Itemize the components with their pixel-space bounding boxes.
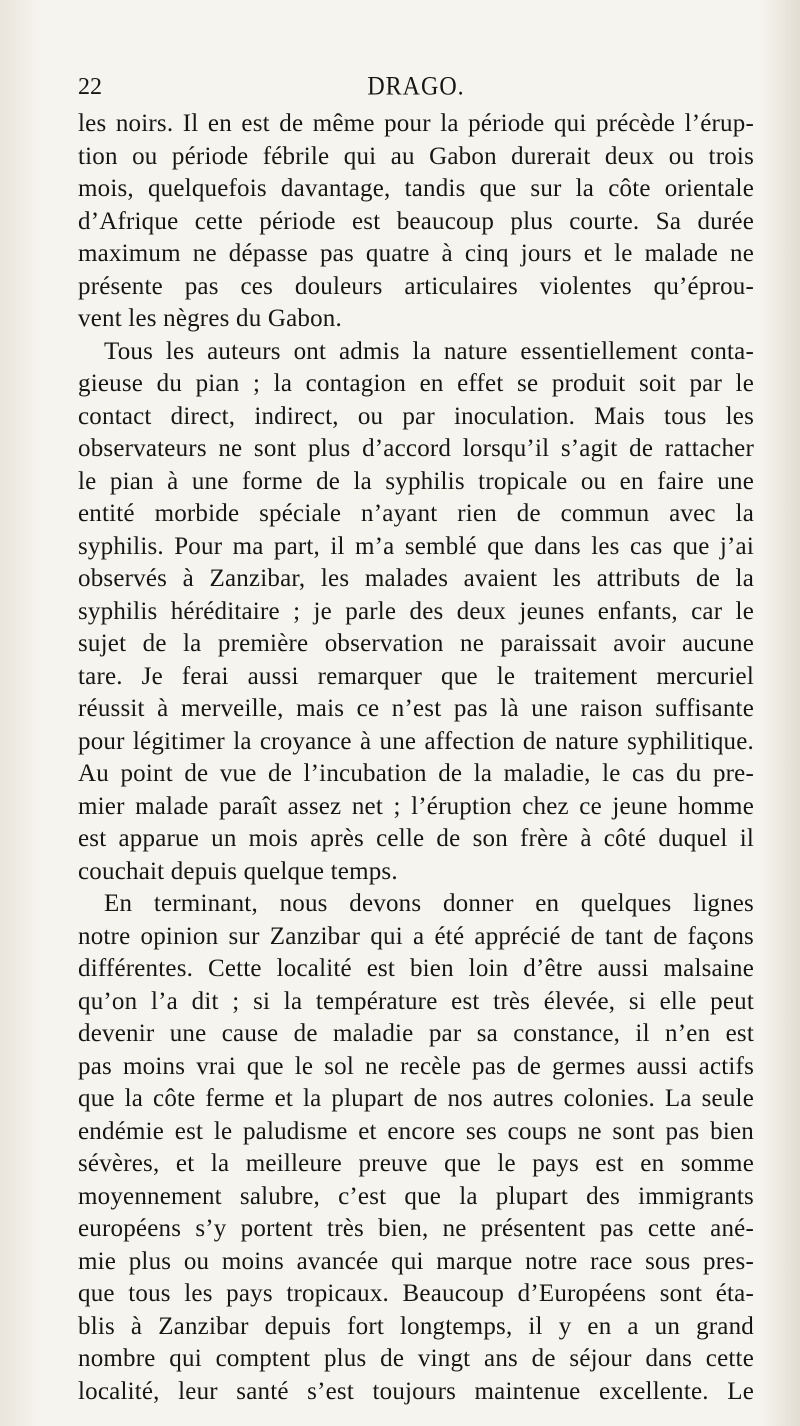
text-line: observés à Zanzibar, les malades avaient les attributs de la	[78, 565, 754, 592]
text-line: syphilis héréditaire ; je parle des deux jeunes enfants, car le	[78, 597, 754, 625]
text-line: contact direct, indirect, ou par inoculation. Mais tous les	[78, 402, 754, 430]
text-line: tion ou période fébrile qui au Gabon durerait deux ou trois	[78, 142, 754, 170]
text-line: qu’on l’a dit ; si la température est très élevée, si elle peut	[78, 987, 754, 1015]
text-line: est apparue un mois après celle de son frère à côté duquel il	[78, 825, 754, 852]
text-line: réussit à merveille, mais ce n’est pas là une raison suffisante	[78, 695, 754, 722]
text-line: mie plus ou moins avancée qui marque notre race sous pres-	[78, 1247, 754, 1275]
text-line: sévères, et la meilleure preuve que le pays est en somme	[78, 1150, 754, 1177]
text-line: endémie est le paludisme et encore ses coups ne sont pas bien	[78, 1117, 754, 1145]
text-line: couchait depuis quelque temps.	[78, 857, 398, 885]
text-line: notre opinion sur Zanzibar qui a été apprécié de tant de façons	[78, 922, 754, 950]
text-line: d’Afrique cette période est beaucoup plus courte. Sa durée	[78, 207, 754, 235]
text-line: devenir une cause de maladie par sa constance, il n’en est	[78, 1020, 754, 1047]
text-line: gieuse du pian ; la contagion en effet se produit soit par le	[78, 370, 754, 397]
running-head	[78, 72, 754, 102]
text-line: syphilis. Pour ma part, il m’a semblé que dans les cas que j’ai	[78, 532, 754, 560]
text-line: les noirs. Il en est de même pour la période qui précède l’érup-	[78, 110, 754, 137]
text-line: pas moins vrai que le sol ne recèle pas de germes aussi actifs	[78, 1052, 754, 1080]
text-line: différentes. Cette localité est bien loin d’être aussi malsaine	[78, 955, 754, 982]
text-line: Au point de vue de l’incubation de la maladie, le cas du pre-	[78, 760, 754, 787]
text-line: vent les nègres du Gabon.	[78, 305, 342, 332]
running-title: DRAGO.	[367, 72, 465, 102]
body-text	[78, 108, 754, 1408]
text-line: le pian à une forme de la syphilis tropicale ou en faire une	[78, 467, 754, 495]
text-line: moyennement salubre, c’est que la plupart des immigrants	[78, 1182, 754, 1210]
text-line: présente pas ces douleurs articulaires violentes qu’éprou-	[78, 272, 754, 300]
text-line: que la côte ferme et la plupart de nos autres colonies. La seule	[78, 1085, 754, 1112]
text-line: observateurs ne sont plus d’accord lorsqu’il s’agit de rattacher	[78, 435, 754, 462]
text-line: entité morbide spéciale n’ayant rien de commun avec la	[78, 500, 754, 527]
text-line: que tous les pays tropicaux. Beaucoup d’Européens sont éta-	[78, 1280, 754, 1307]
text-line: pour légitimer la croyance à une affection de nature syphilitique.	[78, 727, 754, 755]
text-line: maximum ne dépasse pas quatre à cinq jours et le malade ne	[78, 240, 754, 267]
paragraph-first-line: Tous les auteurs ont admis la nature essentiellement conta-	[104, 337, 754, 365]
text-line: mier malade paraît assez net ; l’éruption chez ce jeune homme	[78, 792, 754, 820]
text-line: sujet de la première observation ne paraissait avoir aucune	[78, 630, 754, 657]
page-number: 22	[78, 74, 102, 100]
text-line: tare. Je ferai aussi remarquer que le traitement mercuriel	[78, 662, 754, 690]
text-line: nombre qui comptent plus de vingt ans de séjour dans cette	[78, 1345, 754, 1372]
paragraph-first-line: En terminant, nous devons donner en quelques lignes	[104, 890, 754, 917]
text-line: blis à Zanzibar depuis fort longtemps, il y en a un grand	[78, 1312, 754, 1340]
text-line: localité, leur santé s’est toujours maintenue excellente. Le	[78, 1377, 754, 1405]
text-line: européens s’y portent très bien, ne présentent pas cette ané-	[78, 1215, 754, 1242]
text-line: mois, quelquefois davantage, tandis que sur la côte orientale	[78, 175, 754, 202]
